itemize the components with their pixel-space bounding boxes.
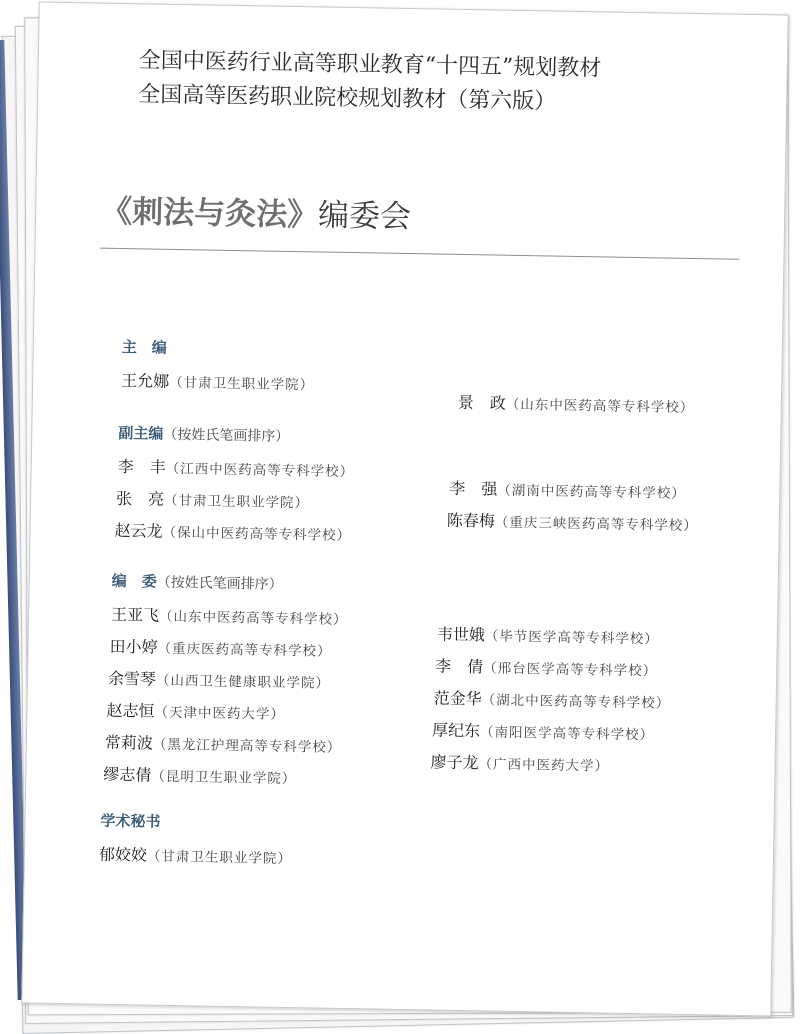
book-title: 《刺法与灸法》 [100,193,319,234]
page-header [138,44,602,120]
section-label: 主 编 [121,338,167,357]
person-name: 张 亮 [115,488,165,509]
person-entry [108,666,330,693]
person-affiliation: （天津中医药大学） [154,704,286,723]
person-name: 赵志恒 [106,700,155,721]
person-affiliation: （保山中医药高等专科学校） [162,524,352,545]
person-affiliation: （甘肃卫生职业学院） [146,848,293,868]
person-name: 赵云龙 [114,520,163,541]
person-entry [99,842,292,868]
person-name: 范金华 [433,688,482,709]
person-affiliation: （广西中医药大学） [478,756,610,775]
person-name: 陈春梅 [446,510,495,531]
header-line-2: 全国高等医药职业院校规划教材（第六版） [137,82,557,115]
person-affiliation: （湖北中医药高等专科学校） [481,692,671,712]
person-affiliation: （邢台医学高等专科学校） [483,660,658,680]
person-entry [458,390,695,417]
section-note: （按姓氏笔画排序） [163,426,290,445]
person-entry [103,762,296,788]
person-name: 田小婷 [109,636,158,657]
person-name: 厚纪东 [431,720,481,741]
person-name: 韦世娥 [436,624,485,645]
title-divider [99,248,739,260]
title-suffix: 编委会 [317,197,412,236]
person-affiliation: （黑龙江护理高等专科学校） [152,736,342,756]
person-affiliation: （昆明卫生职业学院） [151,768,297,788]
person-name: 景 政 [457,392,507,413]
person-name: 廖子龙 [430,752,479,773]
person-affiliation: （湖南中医药高等专科学校） [497,482,686,502]
person-entry [434,686,671,713]
person-affiliation: （山东中医药高等专科学校） [158,608,348,629]
section-label: 副主编 [118,423,164,443]
section-note: （按姓氏笔画排序） [156,574,283,593]
person-affiliation: （重庆医药高等专科学校） [157,640,332,660]
person-entry [449,476,686,503]
person-name: 李 丰 [117,456,166,477]
person-affiliation: （南阳医学高等专科学校） [479,724,655,744]
section-chief-editor [122,336,167,358]
person-name: 郁姣姣 [98,844,148,865]
document-page [21,2,788,1017]
person-entry [121,368,314,394]
section-label: 编 委 [111,571,157,591]
person-entry [111,602,348,629]
section-label: 学术秘书 [100,811,161,831]
person-entry [106,698,285,724]
person-name: 李 强 [449,478,498,499]
person-affiliation: （山东中医药高等专科学校） [505,396,695,417]
person-entry [432,718,654,745]
person-entry [447,508,698,535]
person-name: 王亚飞 [110,604,160,625]
page-title [101,186,412,236]
person-affiliation: （山西卫生健康职业学院） [155,672,331,692]
person-entry [105,730,342,757]
person-affiliation: （甘肃卫生职业学院） [163,492,310,512]
person-entry [114,518,351,545]
person-entry [109,634,331,661]
person-name: 余雪琴 [107,668,157,689]
person-entry [118,454,355,481]
person-affiliation: （甘肃卫生职业学院） [169,374,315,394]
person-entry [430,749,609,775]
person-affiliation: （重庆三峡医药高等专科学校） [494,514,698,535]
person-entry [435,654,657,681]
person-name: 常莉波 [104,732,154,753]
person-affiliation: （江西中医药高等专科学校） [165,460,355,481]
person-name: 王允娜 [121,371,170,391]
person-name: 李 倩 [435,656,484,677]
person-affiliation: （毕节医学高等专科学校） [484,628,659,648]
section-secretary [100,810,160,832]
header-line-1: 全国中医药行业高等职业教育“十四五”规划教材 [138,48,602,82]
person-name: 缪志倩 [103,764,152,785]
person-entry [437,622,659,649]
section-editorial-board [112,570,283,594]
person-entry [116,486,309,512]
section-deputy-editor [118,422,289,446]
